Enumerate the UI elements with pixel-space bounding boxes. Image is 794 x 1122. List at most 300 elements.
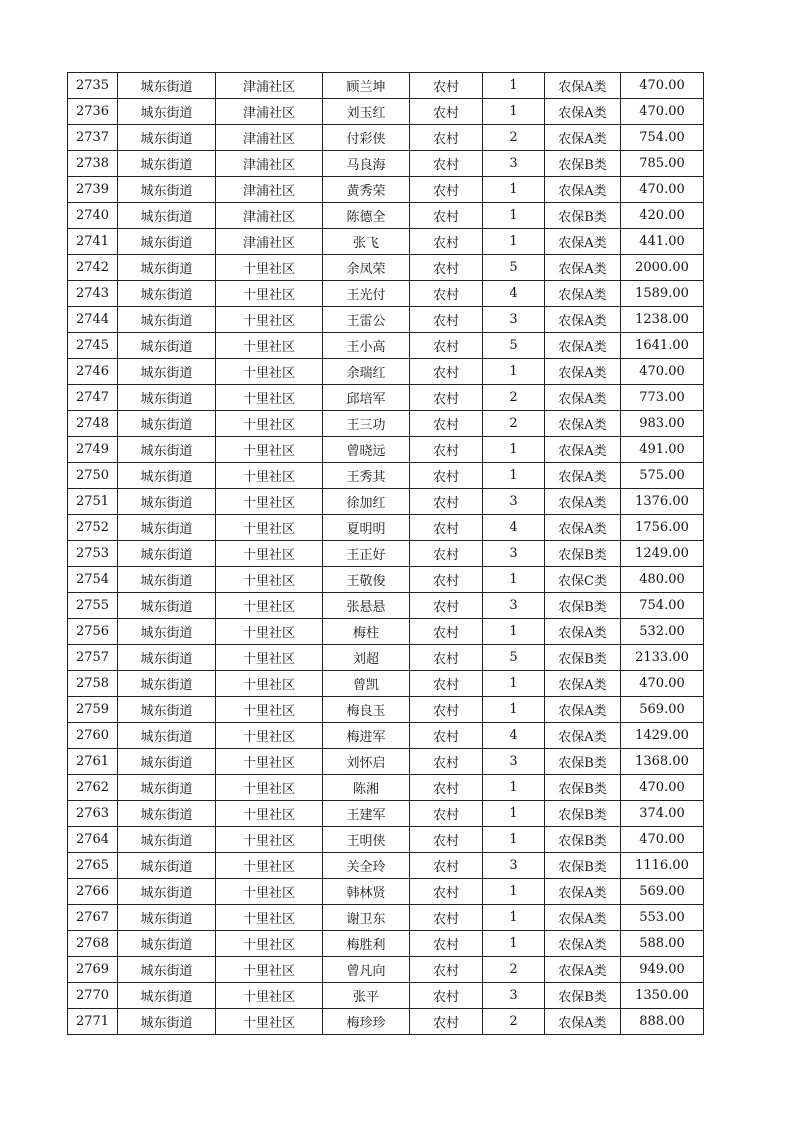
table-row bbox=[68, 879, 704, 905]
street-cell: 城东街道 bbox=[118, 749, 216, 775]
amount-cell: 1376.00 bbox=[621, 489, 704, 515]
serial-no-cell: 2746 bbox=[68, 359, 118, 385]
area-type-cell: 农村 bbox=[410, 515, 483, 541]
street-cell: 城东街道 bbox=[118, 853, 216, 879]
amount-cell: 888.00 bbox=[621, 1009, 704, 1035]
amount-cell: 553.00 bbox=[621, 905, 704, 931]
name-cell: 王三功 bbox=[323, 411, 410, 437]
table-row bbox=[68, 515, 704, 541]
community-cell: 十里社区 bbox=[216, 281, 323, 307]
community-cell: 十里社区 bbox=[216, 983, 323, 1009]
area-type-cell: 农村 bbox=[410, 125, 483, 151]
name-cell: 王建军 bbox=[323, 801, 410, 827]
street-cell: 城东街道 bbox=[118, 983, 216, 1009]
amount-cell: 532.00 bbox=[621, 619, 704, 645]
household-size-cell: 1 bbox=[483, 463, 545, 489]
community-cell: 津浦社区 bbox=[216, 151, 323, 177]
table-row bbox=[68, 177, 704, 203]
street-cell: 城东街道 bbox=[118, 827, 216, 853]
street-cell: 城东街道 bbox=[118, 931, 216, 957]
household-size-cell: 3 bbox=[483, 307, 545, 333]
amount-cell: 470.00 bbox=[621, 73, 704, 99]
table-row bbox=[68, 905, 704, 931]
name-cell: 梅胜利 bbox=[323, 931, 410, 957]
serial-no-cell: 2767 bbox=[68, 905, 118, 931]
serial-no-cell: 2758 bbox=[68, 671, 118, 697]
household-size-cell: 1 bbox=[483, 567, 545, 593]
street-cell: 城东街道 bbox=[118, 879, 216, 905]
table-row bbox=[68, 671, 704, 697]
serial-no-cell: 2761 bbox=[68, 749, 118, 775]
street-cell: 城东街道 bbox=[118, 411, 216, 437]
serial-no-cell: 2744 bbox=[68, 307, 118, 333]
serial-no-cell: 2742 bbox=[68, 255, 118, 281]
name-cell: 关全玲 bbox=[323, 853, 410, 879]
amount-cell: 949.00 bbox=[621, 957, 704, 983]
serial-no-cell: 2766 bbox=[68, 879, 118, 905]
area-type-cell: 农村 bbox=[410, 385, 483, 411]
household-size-cell: 5 bbox=[483, 255, 545, 281]
household-size-cell: 4 bbox=[483, 281, 545, 307]
household-size-cell: 4 bbox=[483, 723, 545, 749]
community-cell: 十里社区 bbox=[216, 801, 323, 827]
category-cell: 农保A类 bbox=[545, 229, 621, 255]
table-row bbox=[68, 983, 704, 1009]
street-cell: 城东街道 bbox=[118, 463, 216, 489]
community-cell: 十里社区 bbox=[216, 671, 323, 697]
area-type-cell: 农村 bbox=[410, 619, 483, 645]
table-row bbox=[68, 697, 704, 723]
street-cell: 城东街道 bbox=[118, 957, 216, 983]
table-row bbox=[68, 567, 704, 593]
household-size-cell: 1 bbox=[483, 671, 545, 697]
area-type-cell: 农村 bbox=[410, 645, 483, 671]
category-cell: 农保A类 bbox=[545, 489, 621, 515]
amount-cell: 1368.00 bbox=[621, 749, 704, 775]
amount-cell: 754.00 bbox=[621, 593, 704, 619]
table-row bbox=[68, 1009, 704, 1035]
community-cell: 十里社区 bbox=[216, 567, 323, 593]
category-cell: 农保B类 bbox=[545, 775, 621, 801]
household-size-cell: 2 bbox=[483, 385, 545, 411]
serial-no-cell: 2748 bbox=[68, 411, 118, 437]
name-cell: 余瑞红 bbox=[323, 359, 410, 385]
area-type-cell: 农村 bbox=[410, 775, 483, 801]
name-cell: 刘玉红 bbox=[323, 99, 410, 125]
amount-cell: 1429.00 bbox=[621, 723, 704, 749]
category-cell: 农保A类 bbox=[545, 177, 621, 203]
serial-no-cell: 2735 bbox=[68, 73, 118, 99]
name-cell: 王小高 bbox=[323, 333, 410, 359]
serial-no-cell: 2747 bbox=[68, 385, 118, 411]
name-cell: 王明侠 bbox=[323, 827, 410, 853]
household-size-cell: 3 bbox=[483, 489, 545, 515]
area-type-cell: 农村 bbox=[410, 957, 483, 983]
amount-cell: 569.00 bbox=[621, 697, 704, 723]
street-cell: 城东街道 bbox=[118, 775, 216, 801]
records-body bbox=[68, 73, 704, 1035]
area-type-cell: 农村 bbox=[410, 151, 483, 177]
street-cell: 城东街道 bbox=[118, 125, 216, 151]
amount-cell: 588.00 bbox=[621, 931, 704, 957]
area-type-cell: 农村 bbox=[410, 203, 483, 229]
table-row bbox=[68, 489, 704, 515]
area-type-cell: 农村 bbox=[410, 489, 483, 515]
table-row bbox=[68, 463, 704, 489]
area-type-cell: 农村 bbox=[410, 593, 483, 619]
area-type-cell: 农村 bbox=[410, 359, 483, 385]
category-cell: 农保B类 bbox=[545, 151, 621, 177]
table-row bbox=[68, 775, 704, 801]
category-cell: 农保A类 bbox=[545, 73, 621, 99]
table-row bbox=[68, 307, 704, 333]
category-cell: 农保A类 bbox=[545, 463, 621, 489]
community-cell: 十里社区 bbox=[216, 853, 323, 879]
table-row bbox=[68, 593, 704, 619]
amount-cell: 575.00 bbox=[621, 463, 704, 489]
household-size-cell: 2 bbox=[483, 125, 545, 151]
community-cell: 十里社区 bbox=[216, 437, 323, 463]
category-cell: 农保A类 bbox=[545, 307, 621, 333]
amount-cell: 1350.00 bbox=[621, 983, 704, 1009]
category-cell: 农保B类 bbox=[545, 853, 621, 879]
amount-cell: 374.00 bbox=[621, 801, 704, 827]
amount-cell: 470.00 bbox=[621, 99, 704, 125]
serial-no-cell: 2763 bbox=[68, 801, 118, 827]
household-size-cell: 1 bbox=[483, 99, 545, 125]
name-cell: 刘怀启 bbox=[323, 749, 410, 775]
household-size-cell: 3 bbox=[483, 853, 545, 879]
community-cell: 十里社区 bbox=[216, 593, 323, 619]
amount-cell: 2000.00 bbox=[621, 255, 704, 281]
serial-no-cell: 2754 bbox=[68, 567, 118, 593]
table-row bbox=[68, 723, 704, 749]
table-row bbox=[68, 645, 704, 671]
name-cell: 顾兰坤 bbox=[323, 73, 410, 99]
area-type-cell: 农村 bbox=[410, 931, 483, 957]
area-type-cell: 农村 bbox=[410, 801, 483, 827]
name-cell: 曾晓远 bbox=[323, 437, 410, 463]
category-cell: 农保B类 bbox=[545, 827, 621, 853]
category-cell: 农保A类 bbox=[545, 1009, 621, 1035]
serial-no-cell: 2769 bbox=[68, 957, 118, 983]
area-type-cell: 农村 bbox=[410, 723, 483, 749]
table-row bbox=[68, 437, 704, 463]
household-size-cell: 5 bbox=[483, 333, 545, 359]
area-type-cell: 农村 bbox=[410, 567, 483, 593]
name-cell: 王敬俊 bbox=[323, 567, 410, 593]
community-cell: 十里社区 bbox=[216, 541, 323, 567]
area-type-cell: 农村 bbox=[410, 827, 483, 853]
amount-cell: 1249.00 bbox=[621, 541, 704, 567]
household-size-cell: 2 bbox=[483, 1009, 545, 1035]
street-cell: 城东街道 bbox=[118, 619, 216, 645]
category-cell: 农保C类 bbox=[545, 567, 621, 593]
household-size-cell: 4 bbox=[483, 515, 545, 541]
community-cell: 十里社区 bbox=[216, 931, 323, 957]
area-type-cell: 农村 bbox=[410, 177, 483, 203]
household-size-cell: 1 bbox=[483, 229, 545, 255]
serial-no-cell: 2738 bbox=[68, 151, 118, 177]
amount-cell: 773.00 bbox=[621, 385, 704, 411]
category-cell: 农保A类 bbox=[545, 99, 621, 125]
table-row bbox=[68, 619, 704, 645]
name-cell: 谢卫东 bbox=[323, 905, 410, 931]
street-cell: 城东街道 bbox=[118, 307, 216, 333]
table-row bbox=[68, 801, 704, 827]
serial-no-cell: 2737 bbox=[68, 125, 118, 151]
area-type-cell: 农村 bbox=[410, 307, 483, 333]
table-row bbox=[68, 229, 704, 255]
name-cell: 梅进军 bbox=[323, 723, 410, 749]
area-type-cell: 农村 bbox=[410, 983, 483, 1009]
street-cell: 城东街道 bbox=[118, 281, 216, 307]
street-cell: 城东街道 bbox=[118, 229, 216, 255]
street-cell: 城东街道 bbox=[118, 151, 216, 177]
name-cell: 王秀其 bbox=[323, 463, 410, 489]
category-cell: 农保A类 bbox=[545, 723, 621, 749]
category-cell: 农保B类 bbox=[545, 801, 621, 827]
community-cell: 十里社区 bbox=[216, 749, 323, 775]
amount-cell: 470.00 bbox=[621, 827, 704, 853]
area-type-cell: 农村 bbox=[410, 229, 483, 255]
amount-cell: 1116.00 bbox=[621, 853, 704, 879]
table-row bbox=[68, 151, 704, 177]
amount-cell: 2133.00 bbox=[621, 645, 704, 671]
table-row bbox=[68, 931, 704, 957]
name-cell: 韩林贤 bbox=[323, 879, 410, 905]
street-cell: 城东街道 bbox=[118, 489, 216, 515]
area-type-cell: 农村 bbox=[410, 697, 483, 723]
street-cell: 城东街道 bbox=[118, 593, 216, 619]
table-row bbox=[68, 853, 704, 879]
name-cell: 黄秀荣 bbox=[323, 177, 410, 203]
household-size-cell: 2 bbox=[483, 957, 545, 983]
serial-no-cell: 2768 bbox=[68, 931, 118, 957]
category-cell: 农保B类 bbox=[545, 749, 621, 775]
table-row bbox=[68, 73, 704, 99]
serial-no-cell: 2753 bbox=[68, 541, 118, 567]
household-size-cell: 1 bbox=[483, 775, 545, 801]
amount-cell: 470.00 bbox=[621, 775, 704, 801]
table-row bbox=[68, 385, 704, 411]
household-size-cell: 1 bbox=[483, 359, 545, 385]
category-cell: 农保A类 bbox=[545, 385, 621, 411]
household-size-cell: 3 bbox=[483, 983, 545, 1009]
household-size-cell: 3 bbox=[483, 749, 545, 775]
community-cell: 十里社区 bbox=[216, 359, 323, 385]
name-cell: 付彩侠 bbox=[323, 125, 410, 151]
household-size-cell: 1 bbox=[483, 619, 545, 645]
community-cell: 十里社区 bbox=[216, 645, 323, 671]
area-type-cell: 农村 bbox=[410, 281, 483, 307]
category-cell: 农保A类 bbox=[545, 125, 621, 151]
street-cell: 城东街道 bbox=[118, 177, 216, 203]
serial-no-cell: 2743 bbox=[68, 281, 118, 307]
community-cell: 十里社区 bbox=[216, 619, 323, 645]
name-cell: 梅柱 bbox=[323, 619, 410, 645]
community-cell: 十里社区 bbox=[216, 905, 323, 931]
table-row bbox=[68, 411, 704, 437]
serial-no-cell: 2760 bbox=[68, 723, 118, 749]
community-cell: 十里社区 bbox=[216, 333, 323, 359]
community-cell: 十里社区 bbox=[216, 489, 323, 515]
name-cell: 刘超 bbox=[323, 645, 410, 671]
community-cell: 十里社区 bbox=[216, 957, 323, 983]
amount-cell: 470.00 bbox=[621, 177, 704, 203]
serial-no-cell: 2770 bbox=[68, 983, 118, 1009]
amount-cell: 1589.00 bbox=[621, 281, 704, 307]
household-size-cell: 1 bbox=[483, 879, 545, 905]
amount-cell: 480.00 bbox=[621, 567, 704, 593]
name-cell: 张飞 bbox=[323, 229, 410, 255]
area-type-cell: 农村 bbox=[410, 749, 483, 775]
household-size-cell: 1 bbox=[483, 73, 545, 99]
area-type-cell: 农村 bbox=[410, 333, 483, 359]
table-row bbox=[68, 99, 704, 125]
community-cell: 十里社区 bbox=[216, 827, 323, 853]
household-size-cell: 3 bbox=[483, 151, 545, 177]
category-cell: 农保A类 bbox=[545, 411, 621, 437]
area-type-cell: 农村 bbox=[410, 879, 483, 905]
community-cell: 十里社区 bbox=[216, 255, 323, 281]
serial-no-cell: 2751 bbox=[68, 489, 118, 515]
serial-no-cell: 2756 bbox=[68, 619, 118, 645]
area-type-cell: 农村 bbox=[410, 99, 483, 125]
serial-no-cell: 2765 bbox=[68, 853, 118, 879]
street-cell: 城东街道 bbox=[118, 203, 216, 229]
street-cell: 城东街道 bbox=[118, 697, 216, 723]
table-row bbox=[68, 255, 704, 281]
area-type-cell: 农村 bbox=[410, 255, 483, 281]
category-cell: 农保A类 bbox=[545, 515, 621, 541]
serial-no-cell: 2750 bbox=[68, 463, 118, 489]
amount-cell: 491.00 bbox=[621, 437, 704, 463]
household-size-cell: 1 bbox=[483, 177, 545, 203]
amount-cell: 569.00 bbox=[621, 879, 704, 905]
street-cell: 城东街道 bbox=[118, 567, 216, 593]
community-cell: 津浦社区 bbox=[216, 229, 323, 255]
street-cell: 城东街道 bbox=[118, 359, 216, 385]
name-cell: 陈湘 bbox=[323, 775, 410, 801]
household-size-cell: 3 bbox=[483, 593, 545, 619]
household-size-cell: 1 bbox=[483, 697, 545, 723]
name-cell: 马良海 bbox=[323, 151, 410, 177]
serial-no-cell: 2762 bbox=[68, 775, 118, 801]
amount-cell: 441.00 bbox=[621, 229, 704, 255]
category-cell: 农保A类 bbox=[545, 333, 621, 359]
area-type-cell: 农村 bbox=[410, 541, 483, 567]
street-cell: 城东街道 bbox=[118, 73, 216, 99]
serial-no-cell: 2752 bbox=[68, 515, 118, 541]
street-cell: 城东街道 bbox=[118, 1009, 216, 1035]
household-size-cell: 1 bbox=[483, 827, 545, 853]
household-size-cell: 1 bbox=[483, 203, 545, 229]
category-cell: 农保B类 bbox=[545, 203, 621, 229]
serial-no-cell: 2736 bbox=[68, 99, 118, 125]
category-cell: 农保A类 bbox=[545, 957, 621, 983]
household-size-cell: 1 bbox=[483, 905, 545, 931]
amount-cell: 754.00 bbox=[621, 125, 704, 151]
community-cell: 十里社区 bbox=[216, 879, 323, 905]
name-cell: 王雷公 bbox=[323, 307, 410, 333]
category-cell: 农保A类 bbox=[545, 697, 621, 723]
table-row bbox=[68, 203, 704, 229]
street-cell: 城东街道 bbox=[118, 905, 216, 931]
street-cell: 城东街道 bbox=[118, 99, 216, 125]
name-cell: 邱培军 bbox=[323, 385, 410, 411]
street-cell: 城东街道 bbox=[118, 437, 216, 463]
category-cell: 农保A类 bbox=[545, 437, 621, 463]
serial-no-cell: 2739 bbox=[68, 177, 118, 203]
community-cell: 十里社区 bbox=[216, 697, 323, 723]
street-cell: 城东街道 bbox=[118, 541, 216, 567]
name-cell: 陈德全 bbox=[323, 203, 410, 229]
area-type-cell: 农村 bbox=[410, 853, 483, 879]
area-type-cell: 农村 bbox=[410, 671, 483, 697]
household-size-cell: 1 bbox=[483, 801, 545, 827]
name-cell: 张平 bbox=[323, 983, 410, 1009]
category-cell: 农保A类 bbox=[545, 879, 621, 905]
category-cell: 农保A类 bbox=[545, 359, 621, 385]
amount-cell: 785.00 bbox=[621, 151, 704, 177]
street-cell: 城东街道 bbox=[118, 723, 216, 749]
amount-cell: 1756.00 bbox=[621, 515, 704, 541]
street-cell: 城东街道 bbox=[118, 645, 216, 671]
community-cell: 十里社区 bbox=[216, 723, 323, 749]
community-cell: 津浦社区 bbox=[216, 73, 323, 99]
community-cell: 十里社区 bbox=[216, 307, 323, 333]
name-cell: 曾凡向 bbox=[323, 957, 410, 983]
community-cell: 十里社区 bbox=[216, 515, 323, 541]
category-cell: 农保A类 bbox=[545, 619, 621, 645]
household-size-cell: 5 bbox=[483, 645, 545, 671]
amount-cell: 1641.00 bbox=[621, 333, 704, 359]
serial-no-cell: 2741 bbox=[68, 229, 118, 255]
table-row bbox=[68, 281, 704, 307]
community-cell: 十里社区 bbox=[216, 775, 323, 801]
name-cell: 夏明明 bbox=[323, 515, 410, 541]
street-cell: 城东街道 bbox=[118, 333, 216, 359]
amount-cell: 470.00 bbox=[621, 359, 704, 385]
street-cell: 城东街道 bbox=[118, 801, 216, 827]
street-cell: 城东街道 bbox=[118, 385, 216, 411]
category-cell: 农保B类 bbox=[545, 541, 621, 567]
category-cell: 农保B类 bbox=[545, 593, 621, 619]
community-cell: 十里社区 bbox=[216, 463, 323, 489]
name-cell: 王正好 bbox=[323, 541, 410, 567]
area-type-cell: 农村 bbox=[410, 437, 483, 463]
area-type-cell: 农村 bbox=[410, 905, 483, 931]
table-row bbox=[68, 541, 704, 567]
records-table bbox=[67, 72, 704, 1035]
category-cell: 农保B类 bbox=[545, 983, 621, 1009]
category-cell: 农保A类 bbox=[545, 281, 621, 307]
community-cell: 津浦社区 bbox=[216, 203, 323, 229]
area-type-cell: 农村 bbox=[410, 1009, 483, 1035]
category-cell: 农保A类 bbox=[545, 931, 621, 957]
household-size-cell: 1 bbox=[483, 437, 545, 463]
household-size-cell: 2 bbox=[483, 411, 545, 437]
street-cell: 城东街道 bbox=[118, 515, 216, 541]
name-cell: 余凤荣 bbox=[323, 255, 410, 281]
community-cell: 津浦社区 bbox=[216, 99, 323, 125]
serial-no-cell: 2757 bbox=[68, 645, 118, 671]
amount-cell: 1238.00 bbox=[621, 307, 704, 333]
category-cell: 农保A类 bbox=[545, 905, 621, 931]
community-cell: 十里社区 bbox=[216, 385, 323, 411]
name-cell: 徐加红 bbox=[323, 489, 410, 515]
